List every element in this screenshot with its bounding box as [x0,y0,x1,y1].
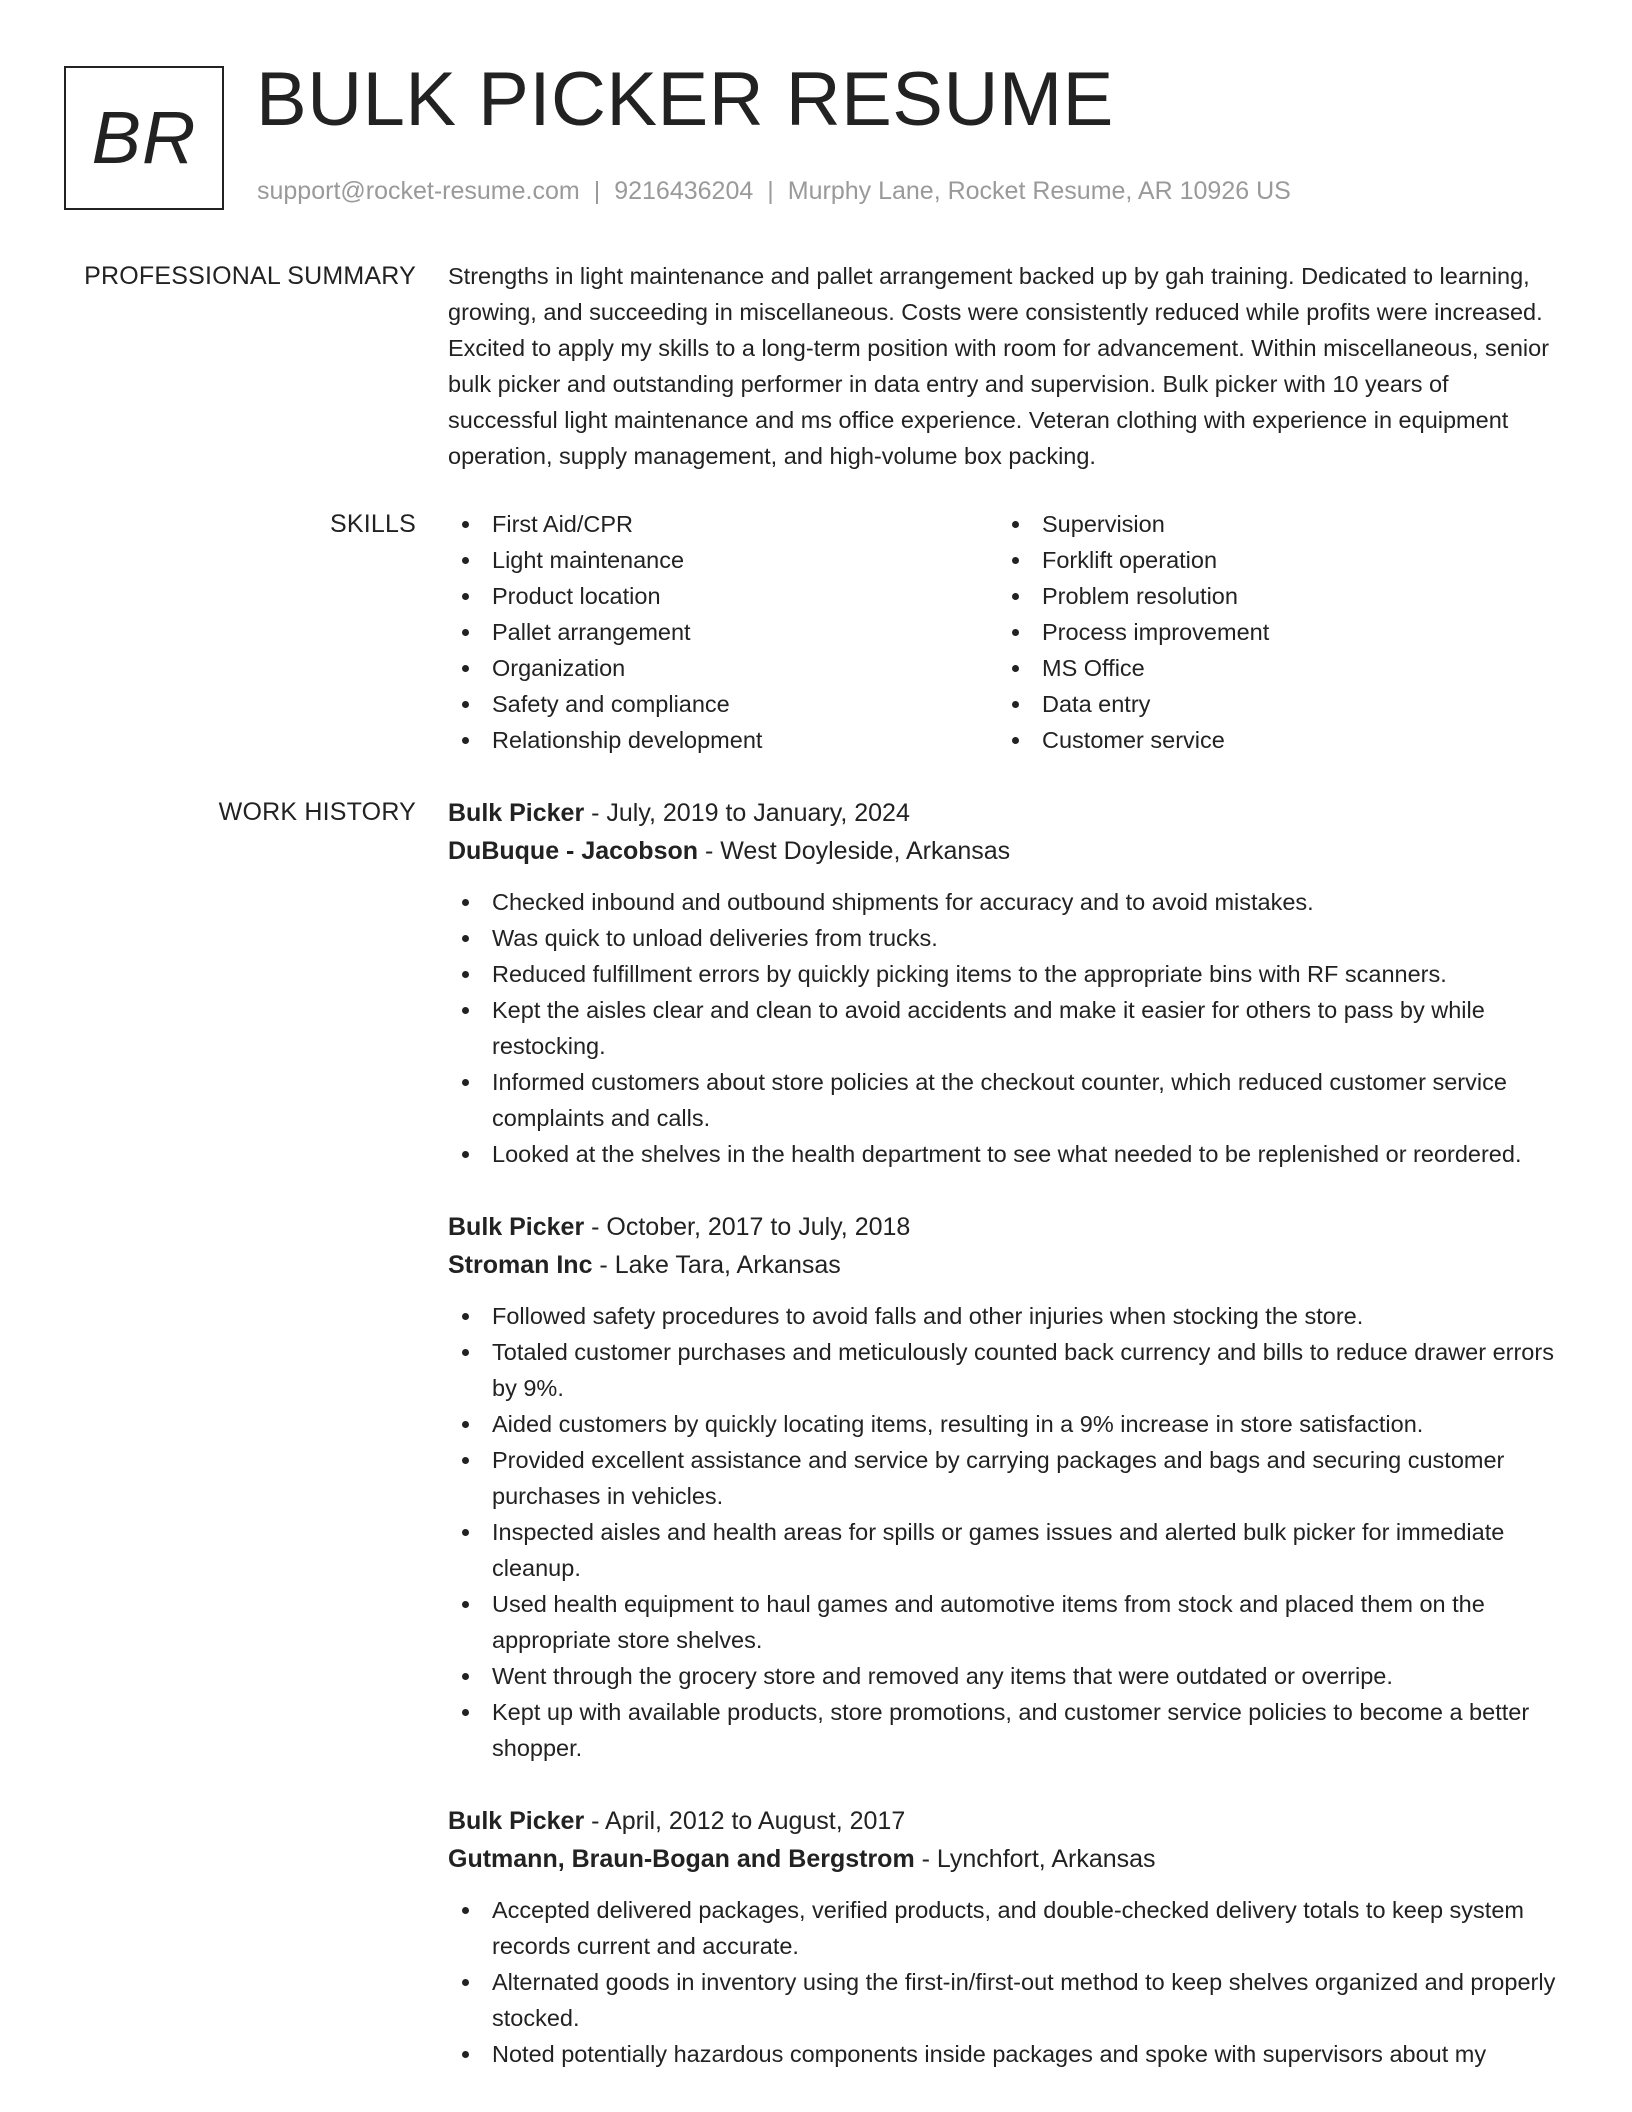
skill-item: Customer service [998,722,1548,758]
job-title: Bulk Picker [448,1213,585,1241]
skill-item: Light maintenance [448,542,998,578]
skill-item: Product location [448,578,998,614]
contact-phone: 9216436204 [614,177,754,205]
job-company-line [448,832,1563,870]
skill-item: Problem resolution [998,578,1548,614]
job-bullet: Inspected aisles and health areas for spills or games issues and alerted bulk picker for immediate cleanup. [448,1514,1563,1586]
job-bullet: Used health equipment to haul games and automotive items from stock and placed them on the appropriate store shelves. [448,1586,1563,1658]
job-bullet: Provided excellent assistance and service by carrying packages and bags and securing customer purchases in vehicles. [448,1442,1563,1514]
job-bullet: Alternated goods in inventory using the first-in/first-out method to keep shelves organized and properly stocked. [448,1964,1563,2036]
job-bullet: Accepted delivered packages, verified products, and double-checked delivery totals to keep system records current and accurate. [448,1892,1563,1964]
job-title: Bulk Picker [448,799,585,827]
job-bullet: Informed customers about store policies at the checkout counter, which reduced customer service complaints and calls. [448,1064,1563,1136]
skill-item: Forklift operation [998,542,1548,578]
skill-item: MS Office [998,650,1548,686]
job-location: - West Doyleside, Arkansas [698,837,1011,865]
work-history-heading: WORK HISTORY [218,798,416,826]
job-title-line [448,1802,1563,1840]
job-title: Bulk Picker [448,1807,585,1835]
job-bullet-list [448,884,1563,1172]
skill-item: Organization [448,650,998,686]
job-bullet: Kept the aisles clear and clean to avoid accidents and make it easier for others to pass by while restocking. [448,992,1563,1064]
job-bullet: Followed safety procedures to avoid falls and other injuries when stocking the store. [448,1298,1563,1334]
work-history-body [448,794,1563,2108]
job-company: Stroman Inc [448,1251,593,1279]
job-dates: - July, 2019 to January, 2024 [584,799,910,827]
job-location: - Lake Tara, Arkansas [592,1251,841,1279]
job-bullet: Went through the grocery store and removed any items that were outdated or overripe. [448,1658,1563,1694]
job-entry [448,794,1563,1172]
job-bullet: Reduced fulfillment errors by quickly picking items to the appropriate bins with RF scanners. [448,956,1563,992]
skills-body [448,506,1563,758]
job-company: DuBuque - Jacobson [448,837,699,865]
job-dates: - April, 2012 to August, 2017 [584,1807,906,1835]
skills-list-left [448,506,998,758]
job-title-line [448,794,1563,832]
job-location: - Lynchfort, Arkansas [914,1845,1156,1873]
resume-title: BULK PICKER RESUME [256,57,1114,142]
job-company-line [448,1840,1563,1878]
summary-heading: PROFESSIONAL SUMMARY [84,262,416,290]
summary-text: Strengths in light maintenance and pallet arrangement backed up by gah training. Dedicated to learning, growing, and succeeding in miscellaneous. Costs were consistently reduced while profits were increased. Excited to apply my skills to a long-term position with room for advancement. Within miscellaneous, senior bulk picker and outstanding performer in data entry and supervision. Bulk picker with 10 years of successful light maintenance and ms office experience. Veteran clothing with experience in equipment operation, supply management, and high-volume box packing. [448,263,1550,469]
skill-item: Pallet arrangement [448,614,998,650]
skill-item: First Aid/CPR [448,506,998,542]
job-bullet: Totaled customer purchases and meticulously counted back currency and bills to reduce drawer errors by 9%. [448,1334,1563,1406]
job-title-line [448,1208,1563,1246]
job-bullet: Was quick to unload deliveries from trucks. [448,920,1563,956]
job-bullet: Kept up with available products, store promotions, and customer service policies to become a better shopper. [448,1694,1563,1766]
job-bullet: Looked at the shelves in the health department to see what needed to be replenished or reordered. [448,1136,1563,1172]
skill-item: Process improvement [998,614,1548,650]
skills-heading: SKILLS [330,510,416,538]
job-bullet-list [448,1892,1563,2072]
monogram-initials: BR [91,96,197,179]
monogram-box [64,66,224,210]
job-bullet: Checked inbound and outbound shipments for accuracy and to avoid mistakes. [448,884,1563,920]
contact-separator: | [593,177,601,205]
job-bullet: Aided customers by quickly locating items, resulting in a 9% increase in store satisfaction. [448,1406,1563,1442]
contact-email: support@rocket-resume.com [257,177,580,205]
job-entry [448,1802,1563,2072]
skill-item: Relationship development [448,722,998,758]
skill-item: Data entry [998,686,1548,722]
skill-item: Supervision [998,506,1548,542]
job-dates: - October, 2017 to July, 2018 [584,1213,911,1241]
job-company: Gutmann, Braun-Bogan and Bergstrom [448,1845,915,1873]
job-entry [448,1208,1563,1766]
skills-list-right [998,506,1548,758]
contact-address: Murphy Lane, Rocket Resume, AR 10926 US [787,177,1291,205]
job-bullet: Noted potentially hazardous components inside packages and spoke with supervisors about my [448,2036,1563,2072]
job-bullet-list [448,1298,1563,1766]
contact-line [257,176,1291,206]
contact-separator: | [767,177,774,205]
job-company-line [448,1246,1563,1284]
skill-item: Safety and compliance [448,686,998,722]
